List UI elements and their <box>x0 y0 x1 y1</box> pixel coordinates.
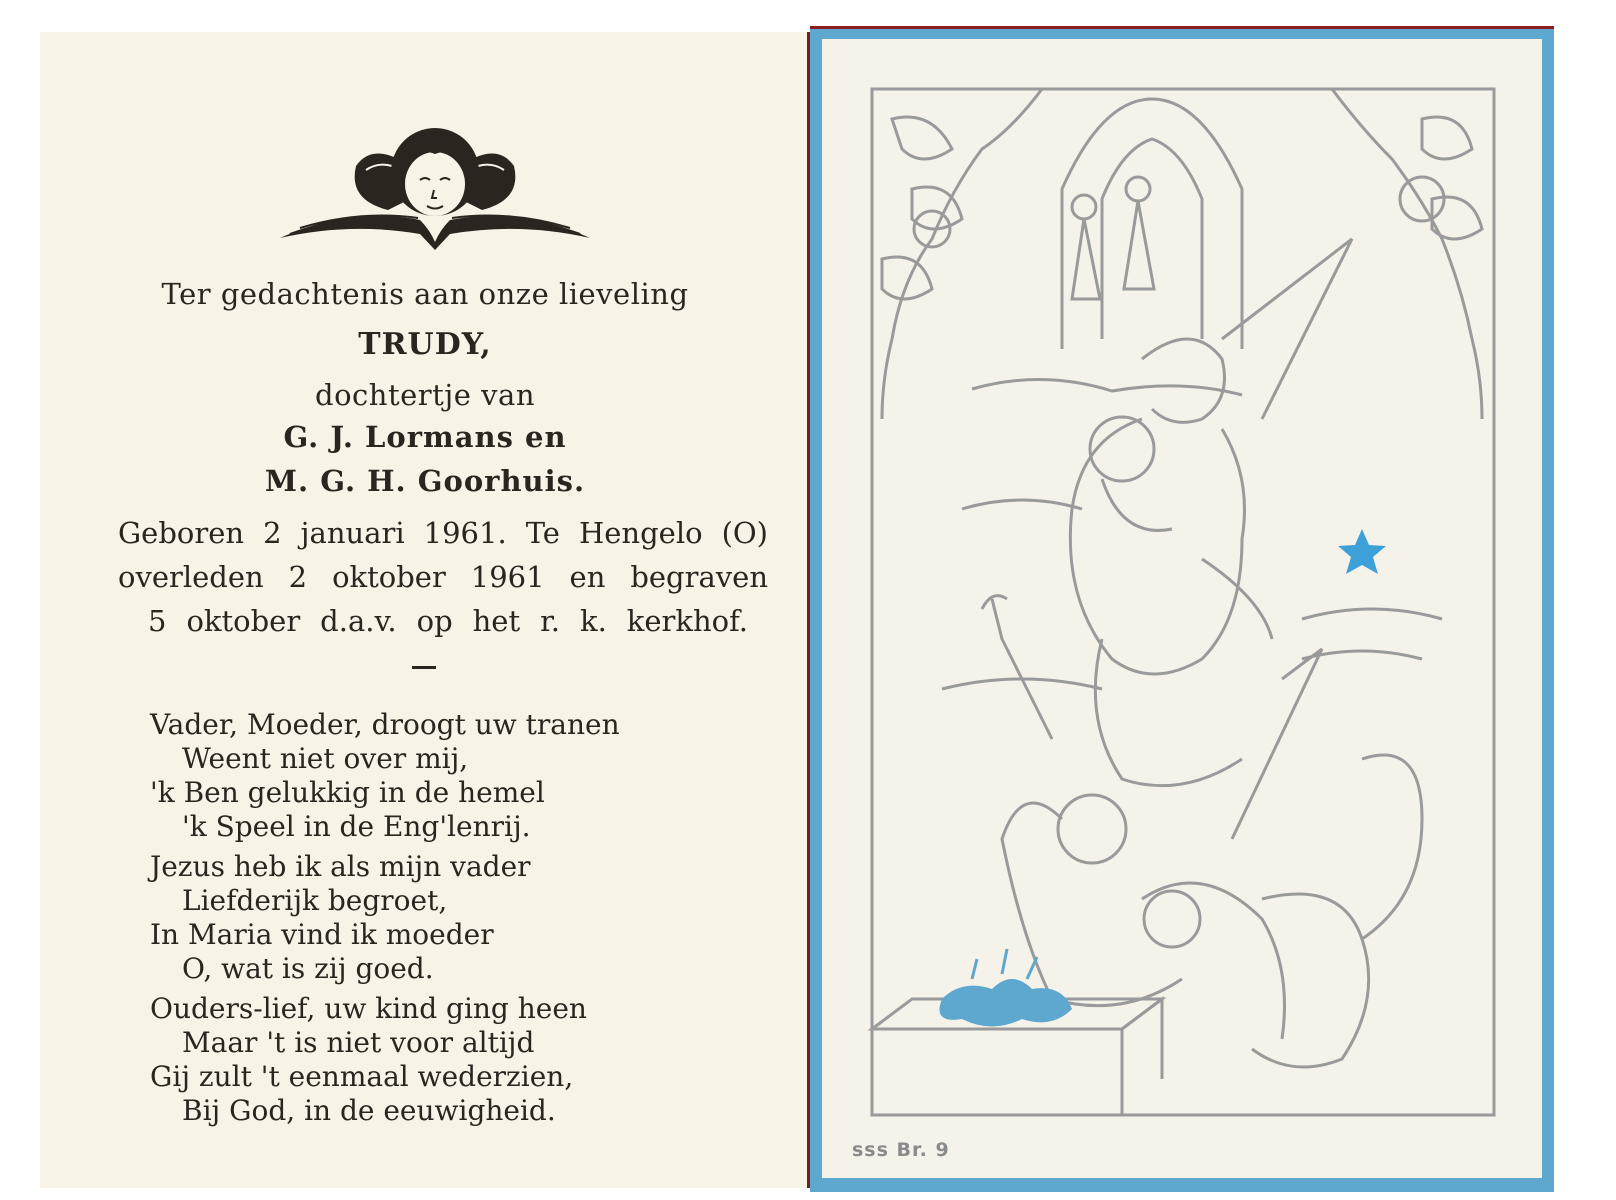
print-mark: sss Br. 9 <box>852 1139 950 1161</box>
daughter-of-line: dochtertje van <box>315 378 535 412</box>
poem-stanza <box>150 708 770 844</box>
angels-illustration <box>822 39 1542 1181</box>
poem-stanza <box>150 850 770 986</box>
death-date-line: overleden 2 oktober 1961 en begraven <box>118 560 768 594</box>
poem-line: Maar 't is niet voor altijd <box>182 1026 535 1059</box>
memorial-poem <box>150 708 770 1134</box>
poem-line: Gij zult 't eenmaal wederzien, <box>150 1060 574 1093</box>
blue-flowers-icon <box>940 979 1073 1027</box>
poem-line: Weent niet over mij, <box>182 742 469 775</box>
poem-line: Liefderijk begroet, <box>182 884 448 917</box>
intro-line: Ter gedachtenis aan onze lieveling <box>161 277 689 311</box>
poem-line: Jezus heb ik als mijn vader <box>150 850 531 883</box>
parent-father: G. J. Lormans en <box>283 420 567 454</box>
burial-date-line: 5 oktober d.a.v. op het r. k. kerkhof. <box>148 604 748 638</box>
cherub-emblem-icon <box>270 110 600 260</box>
birth-date-line: Geboren 2 januari 1961. Te Hengelo (O) <box>118 516 768 550</box>
blue-star-icon <box>1338 529 1386 574</box>
poem-stanza <box>150 992 770 1128</box>
poem-line: O, wat is zij goed. <box>182 952 434 985</box>
poem-line: 'k Speel in de Eng'lenrij. <box>182 810 531 843</box>
divider-dash <box>412 666 436 669</box>
parent-mother: M. G. H. Goorhuis. <box>264 464 586 498</box>
poem-line: Ouders-lief, uw kind ging heen <box>150 992 587 1025</box>
memorial-card-text-side <box>40 32 810 1188</box>
illustration-panel <box>822 39 1542 1178</box>
poem-line: 'k Ben gelukkig in de hemel <box>150 776 545 809</box>
deceased-name: TRUDY, <box>358 327 492 362</box>
poem-line: In Maria vind ik moeder <box>150 918 494 951</box>
poem-line: Bij God, in de eeuwigheid. <box>182 1094 556 1127</box>
poem-line: Vader, Moeder, droogt uw tranen <box>150 708 620 741</box>
memorial-card-image-side <box>810 26 1554 1192</box>
